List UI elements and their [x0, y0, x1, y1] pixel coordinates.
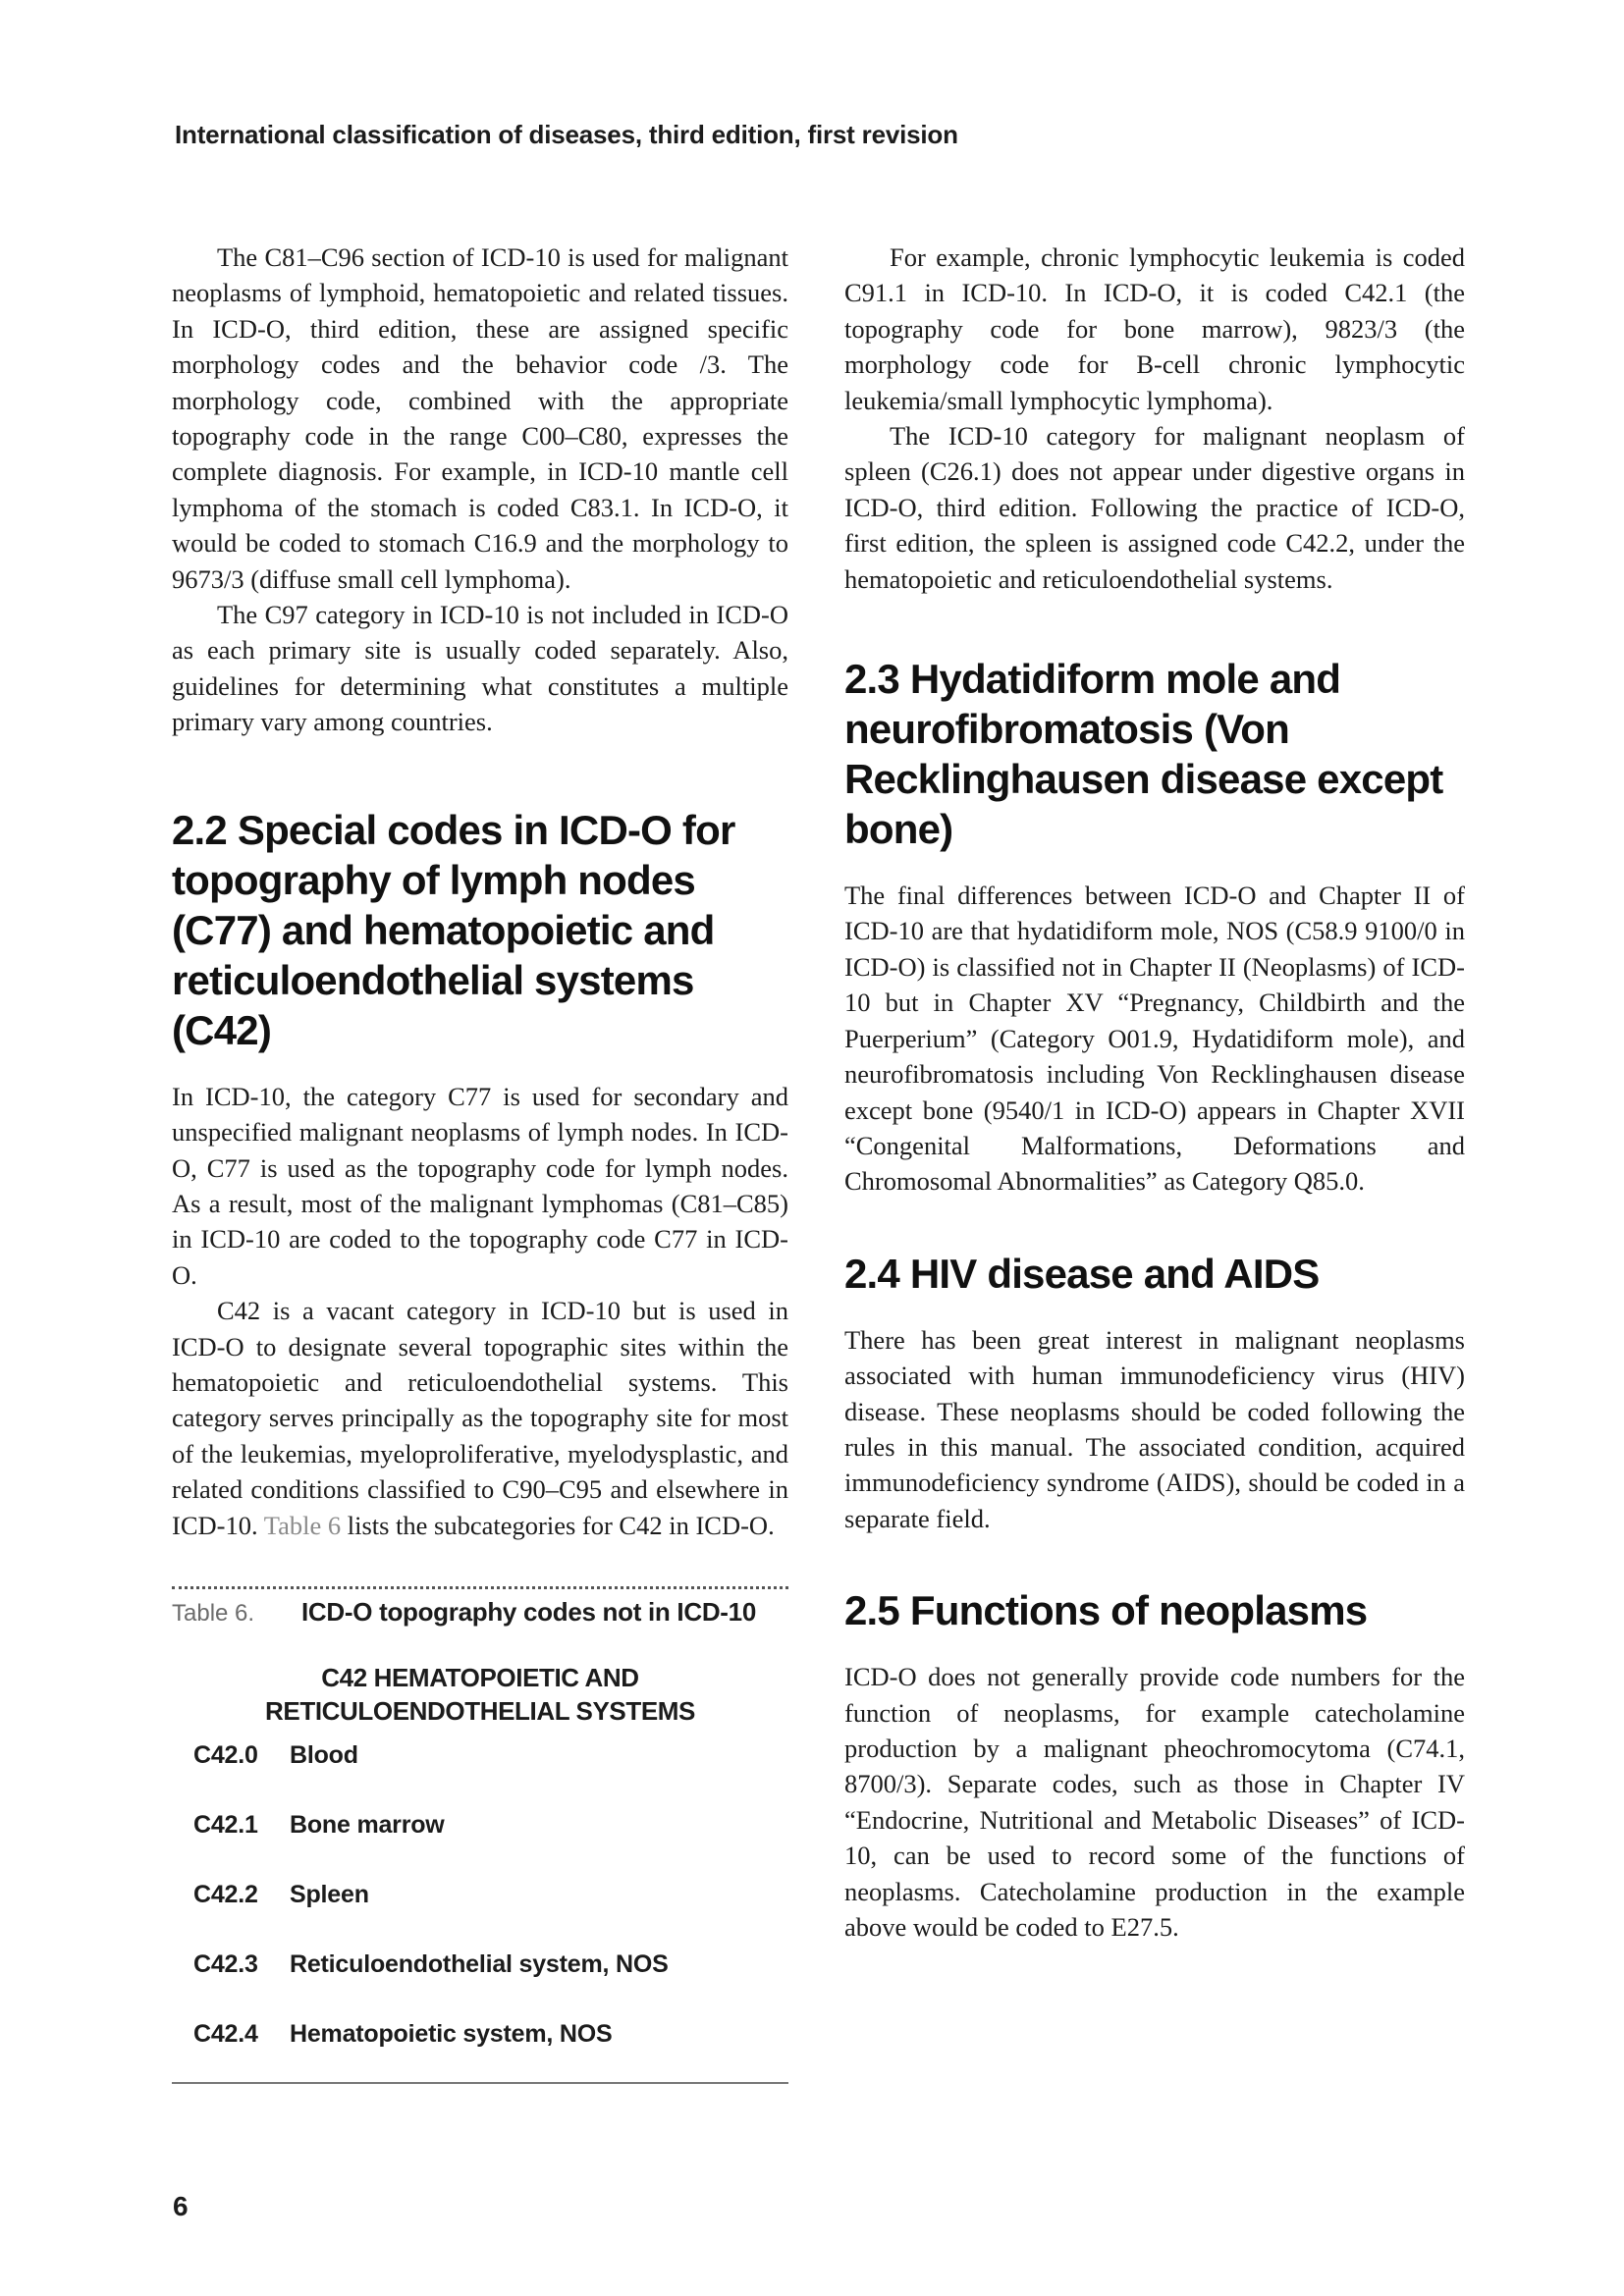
paragraph-c77: In ICD-10, the category C77 is used for secondary and unspecified malignant neoplasms of lymph nodes. In ICD-O, C77 is used as the topography code for lymph nodes. As a result, most of the malignant lymphomas (C81–C85) in ICD-10 are coded to the topography code C77 in ICD-O. — [172, 1081, 788, 1290]
table-rows — [172, 1734, 788, 2082]
table-row-code: C42.4 — [193, 2019, 258, 2048]
table-6-link[interactable]: Table 6 — [263, 1510, 342, 1540]
running-title: International classification of diseases, third edition, first revision — [175, 120, 958, 149]
table-group-heading-line1: C42 HEMATOPOIETIC AND — [321, 1662, 639, 1692]
paragraph-hiv: There has been great interest in malignant neoplasms associated with human immunodeficiency virus (HIV) disease. These neoplasms should be coded following the rules in this manual. The associated condition, acquired immunodeficiency syndrome (AIDS), should be coded in a separate field. — [844, 1324, 1465, 1533]
table-row-code: C42.3 — [193, 1949, 258, 1978]
table-top-rule — [172, 1586, 788, 1589]
paragraph-spleen: The ICD-10 category for malignant neoplasm of spleen (C26.1) does not appear under digestive organs in ICD-O, third edition. Following the practice of ICD-O, first edition, the spleen is assigned code C42.2, under the hematopoietic and reticuloendothelial systems. — [844, 421, 1465, 594]
table-group-heading — [172, 1661, 788, 1728]
paragraph-hydatidiform: The final differences between ICD-O and Chapter II of ICD-10 are that hydatidiform mole, NOS (C58.9 9100/0 in ICD-O) is classified not in Chapter II (Neoplasms) of ICD-10 but in Chapter XV “Pregnancy, Childbirth and the Puerperium” (Category O01.9, Hydatidiform mole), and neurofibromatosis including Von Recklinghausen disease except bone (9540/1 in ICD-O) appears in Chapter XVII “Congenital Malformations, Deformations and Chromosomal Abnormalities” as Category Q85.0. — [844, 881, 1465, 1197]
heading-2-2: 2.2 Special codes in ICD-O for topography of lymph nodes (C77) and hematopoietic and reticuloendothelial systems (C42) — [172, 806, 735, 1053]
table-row-label: Bone marrow — [290, 1810, 445, 1839]
page-number: 6 — [173, 2191, 189, 2221]
paragraph-c97: The C97 category in ICD-10 is not included in ICD-O as each primary site is usually coded separately. Also, guidelines for determining what constitutes a multiple primary vary among countries. — [172, 600, 788, 737]
table-6 — [172, 1586, 788, 2084]
table-bottom-rule — [172, 2082, 788, 2084]
heading-2-3: 2.3 Hydatidiform mole and neurofibromatosis (Von Recklinghausen disease except bone) — [844, 656, 1443, 853]
left-column — [172, 240, 788, 2084]
table-title: ICD-O topography codes not in ICD-10 — [301, 1596, 756, 1627]
table-row — [172, 1873, 788, 1943]
table-row — [172, 1803, 788, 1873]
paragraph-c42-text-a: C42 is a vacant category in ICD-10 but is used in ICD-O to designate several topographic sites within the hematopoietic and reticuloendothelial systems. This category serves principally as the topography site for most of the leukemias, myeloproliferative, myelodysplastic, and related conditions classified to C90–C95 and elsewhere in ICD-10. — [172, 1296, 788, 1540]
right-column — [844, 240, 1465, 1945]
paragraph-functions: ICD-O does not generally provide code numbers for the function of neoplasms, for example catecholamine production by a malignant pheochromocytoma (C74.1, 8700/3). Separate codes, such as those in Chapter IV “Endocrine, Nutritional and Metabolic Diseases” of ICD-10, can be used to record some of the functions of neoplasms. Catecholamine production in the example above would be coded to E27.5. — [844, 1662, 1465, 1942]
table-row-code: C42.2 — [193, 1880, 258, 1908]
table-row-label: Reticuloendothelial system, NOS — [290, 1949, 669, 1978]
table-row — [172, 1943, 788, 2012]
paragraph-c81-c96: The C81–C96 section of ICD-10 is used for malignant neoplasms of lymphoid, hematopoietic and related tissues. In ICD-O, third edition, these are assigned specific morphology codes and the behavior code /3. The morphology code, combined with the appropriate topography code in the range C00–C80, expresses the complete diagnosis. For example, in ICD-10 mantle cell lymphoma of the stomach is coded C83.1. In ICD-O, it would be coded to stomach C16.9 and the morphology to 9673/3 (diffuse small cell lymphoma). — [172, 242, 788, 594]
paragraph-c42-text-b: lists the subcategories for C42 in ICD-O. — [341, 1510, 775, 1540]
table-group-heading-line2: RETICULOENDOTHELIAL SYSTEMS — [265, 1695, 695, 1726]
table-row-code: C42.1 — [193, 1810, 258, 1839]
table-row — [172, 2012, 788, 2082]
table-caption — [172, 1597, 788, 1628]
heading-2-4: 2.4 HIV disease and AIDS — [844, 1250, 1320, 1297]
paragraph-c42 — [172, 1293, 788, 1543]
table-row-label: Spleen — [290, 1880, 369, 1908]
table-row-code: C42.0 — [193, 1740, 258, 1769]
table-row — [172, 1734, 788, 1803]
table-label: Table 6. — [172, 1599, 255, 1627]
table-row-label: Blood — [290, 1740, 358, 1769]
paragraph-cll-example: For example, chronic lymphocytic leukemia is coded C91.1 in ICD-10. In ICD-O, it is coded C42.1 (the topography code for bone marrow), 9823/3 (the morphology code for B-cell chronic lymphocytic leukemia/small lymphocytic lymphoma). — [844, 242, 1465, 415]
table-row-label: Hematopoietic system, NOS — [290, 2019, 613, 2048]
heading-2-5: 2.5 Functions of neoplasms — [844, 1587, 1368, 1634]
